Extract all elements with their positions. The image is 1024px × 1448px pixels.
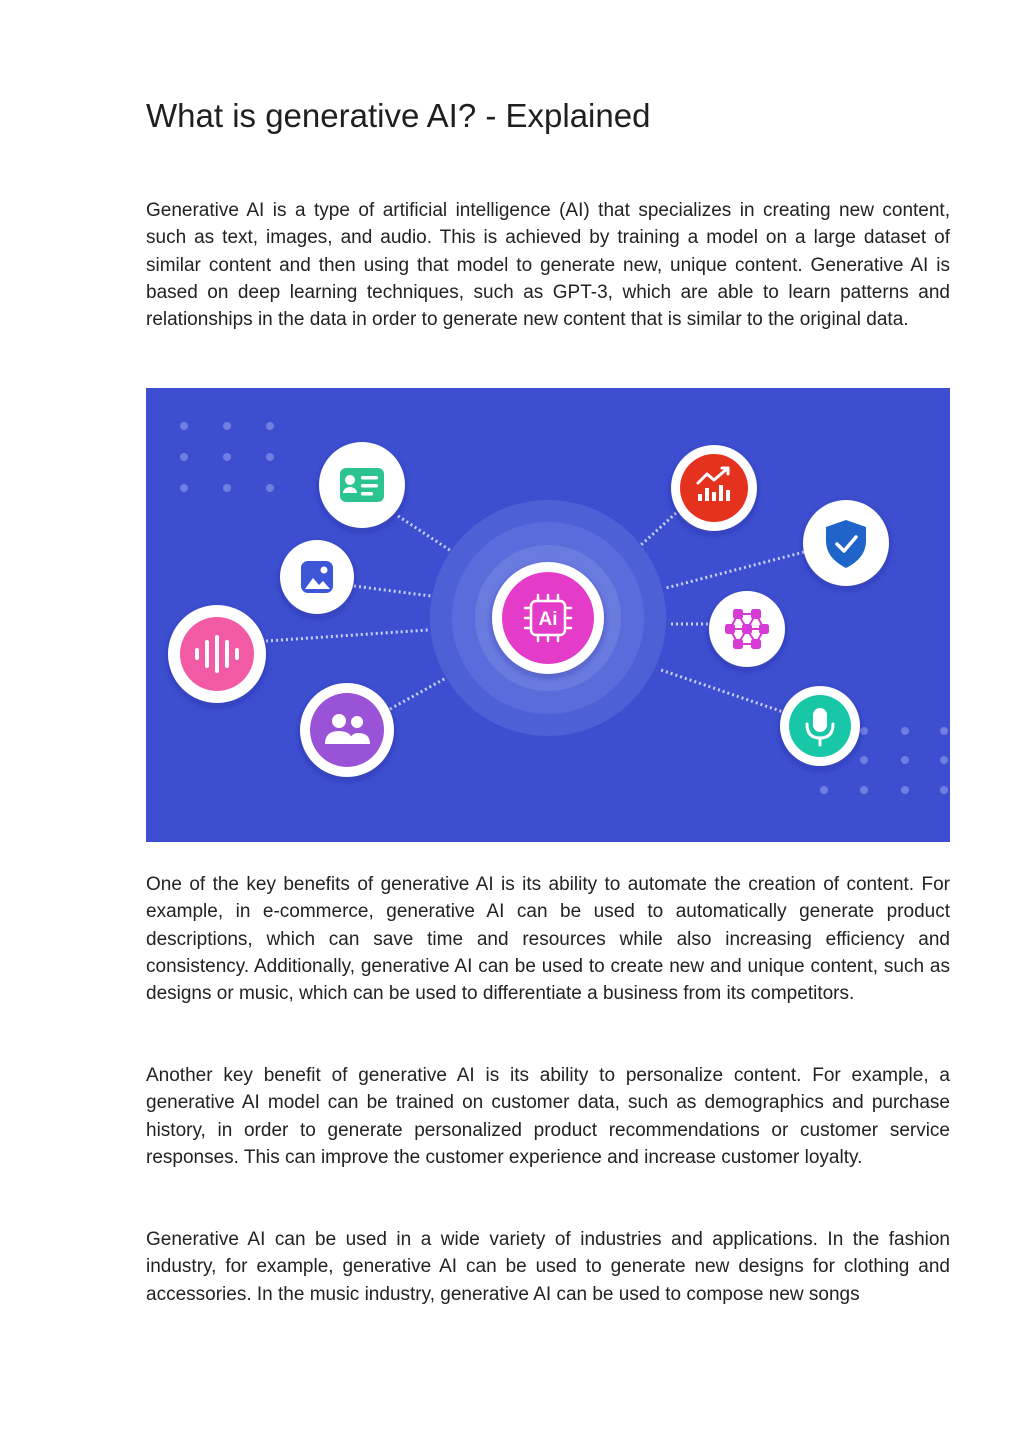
generative-ai-illustration	[146, 388, 950, 842]
audio-node	[168, 605, 266, 703]
image-node	[280, 540, 354, 614]
microphone-node	[780, 686, 860, 766]
hub-label: Ai	[538, 609, 558, 630]
ai-hub	[430, 500, 666, 736]
page-title: What is generative AI? - Explained	[146, 97, 651, 134]
id-card-icon	[340, 468, 384, 502]
industries-paragraph: Generative AI can be used in a wide variety of industries and applications. In the fashion industry, for example, generative AI can be used to generate new designs for clothing and accessories. In the music industry, generative AI can be used to compose new songs	[146, 1229, 950, 1305]
image-icon	[301, 561, 333, 593]
personalization-paragraph: Another key benefit of generative AI is its ability to personalize content. For example, a generative AI model can be trained on customer data, such as demographics and purchase history, in order to generate personalized product recommendations or customer service responses. This can improve the customer experience and increase customer loyalty.	[146, 1065, 950, 1168]
people-node	[300, 683, 394, 777]
analytics-node	[671, 445, 757, 531]
shield-node	[803, 500, 889, 586]
network-node	[709, 591, 785, 667]
intro-paragraph: Generative AI is a type of artificial intelligence (AI) that specializes in creating new content, such as text, images, and audio. This is achieved by training a model on a large dataset of similar content and then using that model to generate new, unique content. Generative AI is based on deep learning techniques, such as GPT-3, which are able to learn patterns and relationships in the data in order to generate new content that is similar to the original data.	[146, 200, 950, 331]
id-card-node	[319, 442, 405, 528]
benefits-paragraph: One of the key benefits of generative AI is its ability to automate the creation of content. For example, in e-commerce, generative AI can be used to automatically generate product descriptions, which can save time and resources while also increasing efficiency and consistency. Additionally, generative AI can be used to create new and unique content, such as designs or music, which can be used to differentiate a business from its competitors.	[146, 874, 950, 1005]
